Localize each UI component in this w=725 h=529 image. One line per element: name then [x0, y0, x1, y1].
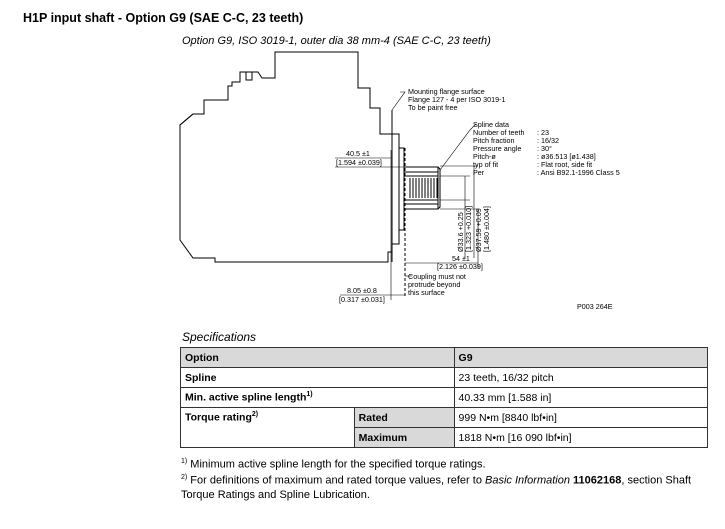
spline-data-title: Spline data	[473, 120, 509, 129]
rated-value: 999 N•m [8840 lbf•in]	[454, 408, 707, 428]
page-title: H1P input shaft - Option G9 (SAE C-C, 23 teeth)	[23, 11, 304, 25]
dim-8-05: 8.05 ±0.8	[347, 286, 377, 295]
dim-40-5-in: [1.594 ±0.039]	[336, 158, 382, 167]
table-row-option	[181, 348, 708, 368]
mounting-flange-line1: Mounting flange surface	[408, 87, 485, 96]
spline-row-2-label: Pressure angle	[473, 144, 522, 153]
table-row-torque-rated	[181, 408, 708, 428]
dim-37-59: Ø37.59 +0.09	[474, 208, 483, 252]
mounting-flange-line2: Flange 127 - 4 per ISO 3019-1	[408, 95, 506, 104]
spline-row-0-value: : 23	[537, 128, 549, 137]
dim-40-5: 40.5 ±1	[346, 149, 370, 158]
spline-row-5-label: Per	[473, 168, 485, 177]
max-label: Maximum	[354, 428, 454, 448]
min-length-value: 40.33 mm [1.588 in]	[454, 388, 707, 408]
dim-37-59-in: [1.480 ±0.004]	[482, 206, 491, 252]
coupling-note-line3: this surface	[408, 288, 445, 297]
spline-teeth	[410, 178, 437, 198]
spline-row-2-value: : 30°	[537, 144, 552, 153]
specifications-heading: Specifications	[182, 330, 257, 344]
table-row-min-length	[181, 388, 708, 408]
max-value: 1818 N•m [16 090 lbf•in]	[454, 428, 707, 448]
spline-row-4-label: typ of fit	[473, 160, 499, 169]
specifications-table	[180, 347, 708, 448]
footnote-2	[181, 471, 701, 502]
spline-row-3-label: Pitch-ø	[473, 152, 496, 161]
spline-row-1-label: Pitch fraction	[473, 136, 515, 145]
footnote-2-text-a: For definitions of maximum and rated torque values, refer to	[187, 474, 485, 487]
figure-subtitle: Option G9, ISO 3019-1, outer dia 38 mm-4 (SAE C-C, 23 teeth)	[182, 35, 491, 47]
spline-value: 23 teeth, 16/32 pitch	[454, 368, 707, 388]
footnote-1-text: Minimum active spline length for the specified torque ratings.	[187, 458, 486, 471]
spline-row-5-value: : Ansi B92.1-1996 Class 5	[537, 168, 620, 177]
footnote-2-doc-number: 11062168	[573, 474, 622, 487]
dim-54-in: [2.126 ±0.039]	[437, 262, 483, 271]
dim-33-6: Ø33.6 +0.25	[456, 212, 465, 252]
footnote-1-mark: 1)	[181, 458, 188, 465]
figure-code: P003 264E	[577, 302, 613, 311]
mounting-flange	[392, 134, 399, 244]
min-length-label: Min. active spline length	[185, 391, 307, 404]
torque-cell	[181, 408, 355, 448]
option-value: G9	[454, 348, 707, 368]
min-length-footnote-mark: 1)	[306, 391, 313, 399]
spline-label: Spline	[181, 368, 455, 388]
coupling-note-line1: Coupling must not	[408, 272, 466, 281]
dim-54: 54 ±1	[452, 254, 470, 263]
spline-row-0-label: Number of teeth	[473, 128, 525, 137]
shaft-body	[404, 167, 438, 209]
rated-label: Rated	[354, 408, 454, 428]
footnote-1	[181, 455, 701, 472]
torque-footnote-mark: 2)	[251, 411, 259, 418]
option-label: Option	[181, 348, 455, 368]
spline-end	[404, 176, 438, 200]
dim-33-6-in: [1.323 +0.010]	[464, 205, 473, 252]
spline-row-1-value: : 16/32	[537, 136, 559, 145]
torque-label: Torque rating	[185, 411, 252, 424]
footnote-2-reference: Basic Information	[485, 474, 570, 487]
spline-row-3-value: : ø36.513 [ø1.438]	[537, 152, 596, 161]
min-length-cell	[181, 388, 455, 408]
coupling-note-line2: protrude beyond	[408, 280, 461, 289]
table-row-spline	[181, 368, 708, 388]
spline-row-4-value: : Flat root, side fit	[537, 160, 593, 169]
footnote-2-text-b: , section Shaft Torque Ratings and Spline Lubrication.	[181, 474, 692, 501]
mounting-flange-line3: To be paint free	[408, 103, 458, 112]
footnote-2-mark: 2)	[181, 474, 188, 481]
dim-8-05-in: [0.317 ±0.031]	[339, 295, 385, 304]
